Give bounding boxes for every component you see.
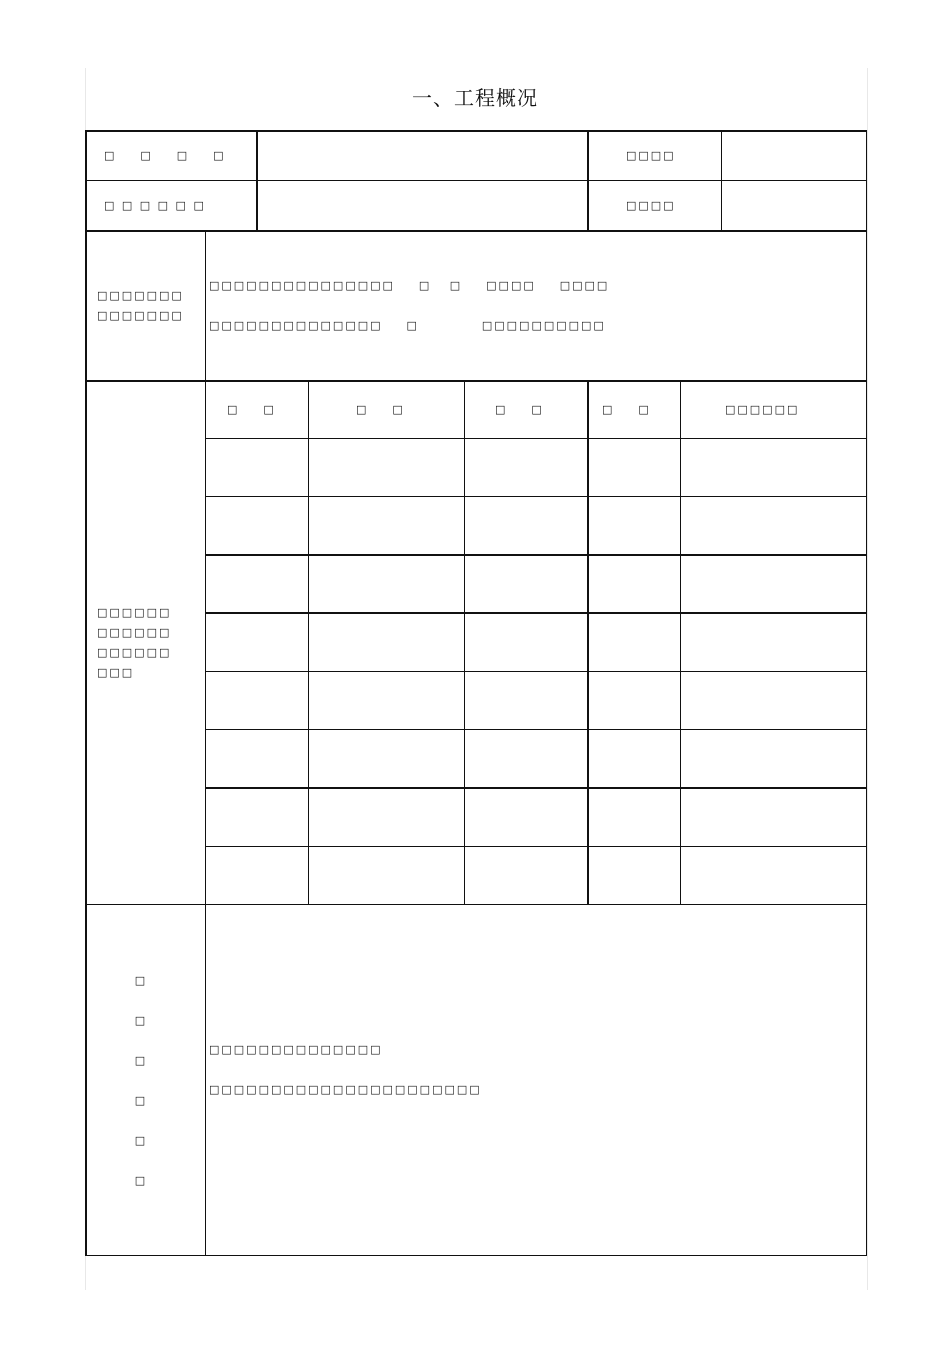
- form-top-border: [85, 130, 867, 132]
- section-c-text-line-2: □□□□□□□□□□□□□□□□□□□□□□: [209, 1083, 482, 1096]
- table-col-divider-4: [680, 380, 681, 905]
- section-c-label-char-1: □: [134, 974, 146, 987]
- table-row-divider: [205, 846, 867, 847]
- section-c-label-char-6: □: [134, 1174, 146, 1187]
- table-column-header-1: □ □: [227, 403, 276, 416]
- table-row-divider: [205, 612, 867, 614]
- form-right-border: [866, 130, 867, 1256]
- page-title: 一、工程概况: [412, 86, 538, 110]
- table-col-divider-3: [587, 380, 589, 905]
- table-row-divider: [205, 496, 867, 497]
- section-a-text-line-1: □□□□□□□□□□□□□□□ □ □ □□□□ □□□□: [209, 279, 610, 292]
- section-a-label-line-2: □□□□□□□: [97, 309, 184, 322]
- section-b-label-line-1: □□□□□□: [97, 606, 172, 619]
- header-col-divider-3: [721, 130, 722, 230]
- table-col-divider-2: [464, 380, 465, 905]
- table-row-divider: [205, 554, 867, 556]
- header-row-2-label: □ □ □ □ □ □: [104, 199, 206, 212]
- table-column-header-2: □ □: [356, 403, 405, 416]
- form-bottom-border: [85, 1255, 867, 1256]
- section-a-text-line-2: □□□□□□□□□□□□□□ □ □□□□□□□□□□: [209, 319, 606, 332]
- section-c-label-char-3: □: [134, 1054, 146, 1067]
- header-col-divider-1: [256, 130, 258, 230]
- header-col-divider-2: [587, 130, 589, 230]
- header-bottom-divider: [85, 230, 867, 232]
- section-c-label-char-2: □: [134, 1014, 146, 1027]
- form-left-border: [85, 130, 87, 1256]
- header-row-1-right-label: □□□□: [626, 149, 676, 162]
- section-a-label-line-1: □□□□□□□: [97, 289, 184, 302]
- section-b-label-line-3: □□□□□□: [97, 646, 172, 659]
- table-row-divider: [205, 729, 867, 730]
- table-row-divider: [205, 438, 867, 439]
- table-column-header-3: □ □: [495, 403, 544, 416]
- section-c-label-char-5: □: [134, 1134, 146, 1147]
- section-b-label-line-2: □□□□□□: [97, 626, 172, 639]
- section-c-label-char-4: □: [134, 1094, 146, 1107]
- table-column-header-4: □ □: [602, 403, 651, 416]
- table-row-divider: [205, 671, 867, 672]
- page-guide-right: [867, 68, 868, 1290]
- header-row-2-right-label: □□□□: [626, 199, 676, 212]
- section-b-bottom-divider: [85, 904, 867, 905]
- table-row-divider: [205, 787, 867, 789]
- header-row-divider: [85, 180, 867, 181]
- header-row-1-label: □ □ □ □: [104, 149, 226, 162]
- label-column-divider: [205, 230, 206, 1256]
- section-b-label-line-4: □□□: [97, 666, 135, 679]
- section-c-text-line-1: □□□□□□□□□□□□□□: [209, 1043, 383, 1056]
- table-col-divider-1: [308, 380, 309, 905]
- section-a-bottom-divider: [85, 380, 867, 382]
- table-column-header-5: □□□□□□: [725, 403, 800, 416]
